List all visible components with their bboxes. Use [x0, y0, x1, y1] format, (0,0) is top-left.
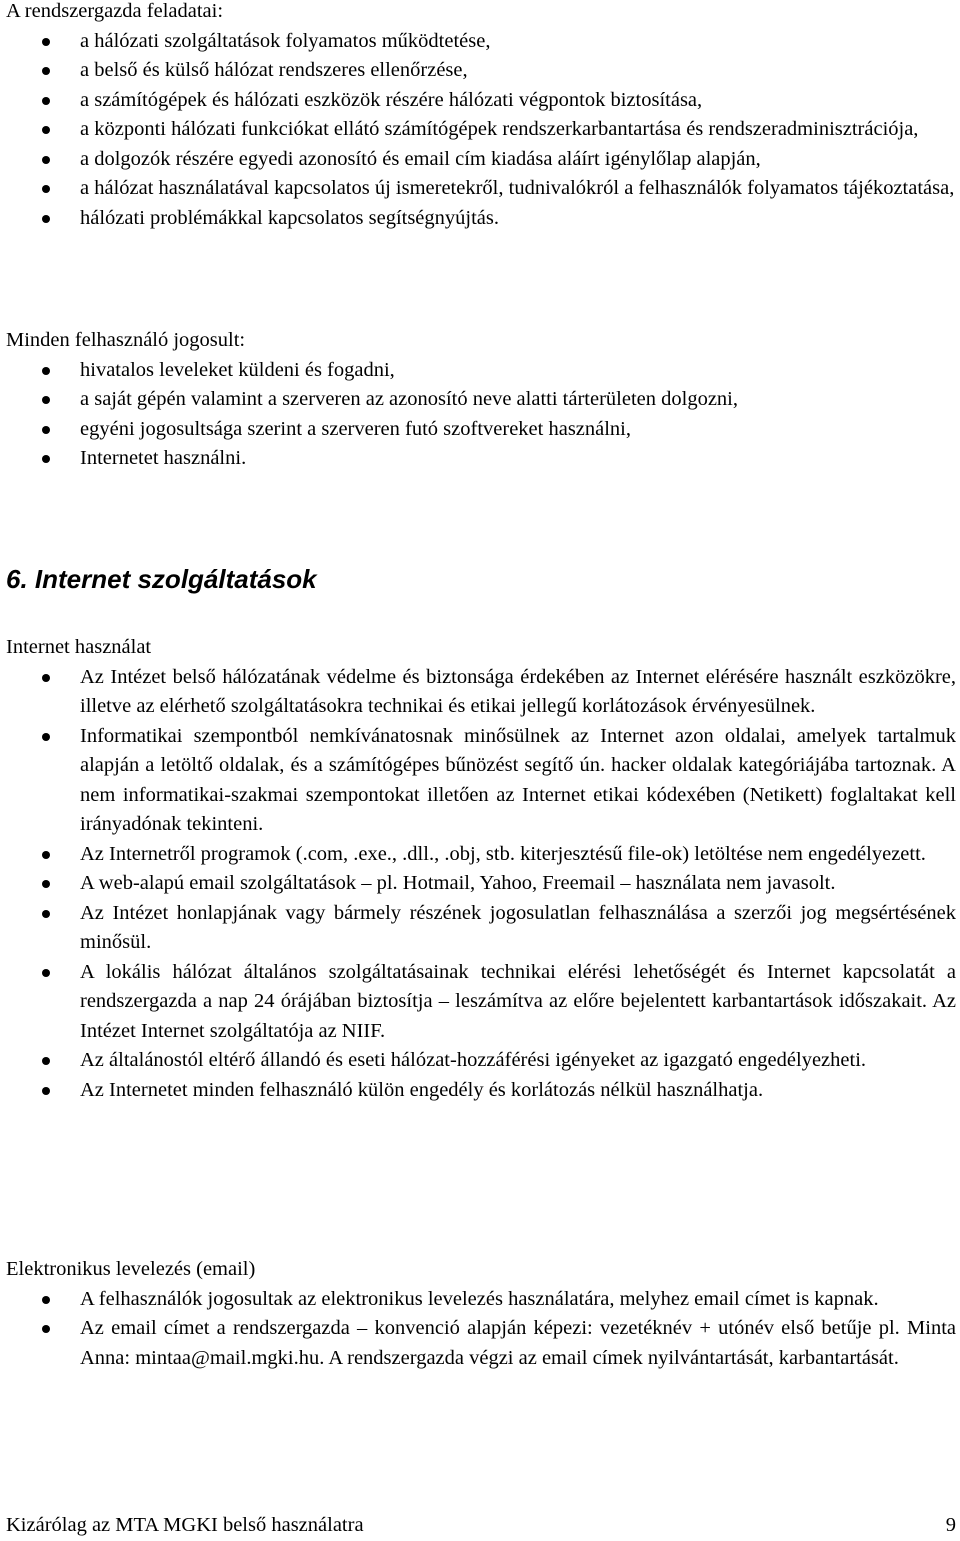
- bullet-icon: [42, 851, 50, 859]
- bullet-icon: [42, 969, 50, 977]
- bullet-icon: [42, 67, 50, 75]
- bullet-icon: [42, 1296, 50, 1304]
- page-footer: [6, 1513, 956, 1537]
- list-item: A web-alapú email szolgáltatások – pl. Hotmail, Yahoo, Freemail – használata nem javasolt.: [6, 869, 956, 899]
- list-item: Az Intézet honlapjának vagy bármely részének jogosulatlan felhasználása a szerzői jog megsértésének minősül.: [6, 899, 956, 958]
- bullet-icon: [42, 367, 50, 375]
- internet-use-heading: Internet használat: [6, 636, 152, 658]
- email-heading: Elektronikus levelezés (email): [6, 1258, 256, 1280]
- admin-duties-list: [6, 27, 956, 234]
- list-item: hivatalos leveleket küldeni és fogadni,: [6, 356, 956, 386]
- bullet-icon: [42, 674, 50, 682]
- user-rights-list: [6, 356, 956, 474]
- user-rights-heading: Minden felhasználó jogosult:: [6, 329, 246, 351]
- bullet-icon: [42, 910, 50, 918]
- bullet-icon: [42, 733, 50, 741]
- internet-use-list: [6, 663, 956, 1106]
- list-item: a dolgozók részére egyedi azonosító és email cím kiadása aláírt igénylőlap alapján,: [6, 145, 956, 175]
- bullet-icon: [42, 880, 50, 888]
- list-item: Az Internetről programok (.com, .exe., .dll., .obj, stb. kiterjesztésű file-ok) letöltése nem engedélyezett.: [6, 840, 956, 870]
- email-section: [6, 1255, 956, 1373]
- list-item: a hálózat használatával kapcsolatos új ismeretekről, tudnivalókról a felhasználók folyamatos tájékoztatása,: [6, 174, 956, 204]
- admin-duties-section: [6, 0, 956, 233]
- list-item: hálózati problémákkal kapcsolatos segítségnyújtás.: [6, 204, 956, 234]
- list-item: A lokális hálózat általános szolgáltatásainak technikai elérési lehetőségét és Internet kapcsolatát a rendszergazda a nap 24 órájában biztosítja – leszámítva az előre bejelentett karbantartások időszakait. Az Intézet Internet szolgáltatója az NIIF.: [6, 958, 956, 1047]
- list-item: a központi hálózati funkciókat ellátó számítógépek rendszerkarbantartása és rendszeradminisztrációja,: [6, 115, 956, 145]
- footer-text: Kizárólag az MTA MGKI belső használatra: [6, 1514, 364, 1536]
- list-item: A felhasználók jogosultak az elektronikus levelezés használatára, melyhez email címet is kapnak.: [6, 1285, 956, 1315]
- bullet-icon: [42, 1087, 50, 1095]
- bullet-icon: [42, 215, 50, 223]
- list-item: Az Intézet belső hálózatának védelme és biztonsága érdekében az Internet elérésére használt eszközökre, illetve az elérhető szolgáltatásokra technikai és etikai jellegű korlátozások érvényesülnek.: [6, 663, 956, 722]
- list-item: egyéni jogosultsága szerint a szerveren futó szoftvereket használni,: [6, 415, 956, 445]
- list-item: a belső és külső hálózat rendszeres ellenőrzése,: [6, 56, 956, 86]
- email-list: [6, 1285, 956, 1374]
- bullet-icon: [42, 1325, 50, 1333]
- bullet-icon: [42, 426, 50, 434]
- list-item: a hálózati szolgáltatások folyamatos működtetése,: [6, 27, 956, 57]
- bullet-icon: [42, 455, 50, 463]
- bullet-icon: [42, 396, 50, 404]
- bullet-icon: [42, 97, 50, 105]
- list-item: Az email címet a rendszergazda – konvenció alapján képezi: vezetéknév + utónév első betűje pl. Minta Anna: mintaa@mail.mgki.hu. A rendszergazda végzi az email címek nyilvántartását, karbantartását.: [6, 1314, 956, 1373]
- list-item: Informatikai szempontból nemkívánatosnak minősülnek az Internet azon oldalai, amelyek tartalmuk alapján a letöltő oldalak, és a számítógépes bűnözést segítő ún. hacker oldalak kategóriájába tartoznak. A nem informatikai-szakmai szempontokat illetően az Internet etikai kódexében (Netikett) foglaltakat kell irányadónak tekinteni.: [6, 722, 956, 840]
- admin-duties-heading: A rendszergazda feladatai:: [6, 0, 224, 22]
- user-rights-section: [6, 326, 956, 474]
- chapter-title: 6. Internet szolgáltatások: [6, 564, 317, 594]
- page-number: 9: [945, 1514, 956, 1536]
- bullet-icon: [42, 38, 50, 46]
- list-item: Az általánostól eltérő állandó és eseti hálózat-hozzáférési igényeket az igazgató engedélyezheti.: [6, 1046, 956, 1076]
- list-item: Internetet használni.: [6, 444, 956, 474]
- list-item: Az Internetet minden felhasználó külön engedély és korlátozás nélkül használhatja.: [6, 1076, 956, 1106]
- bullet-icon: [42, 156, 50, 164]
- internet-use-section: [6, 633, 956, 1105]
- bullet-icon: [42, 185, 50, 193]
- bullet-icon: [42, 126, 50, 134]
- list-item: a saját gépén valamint a szerveren az azonosító neve alatti tárterületen dolgozni,: [6, 385, 956, 415]
- list-item: a számítógépek és hálózati eszközök részére hálózati végpontok biztosítása,: [6, 86, 956, 116]
- bullet-icon: [42, 1057, 50, 1065]
